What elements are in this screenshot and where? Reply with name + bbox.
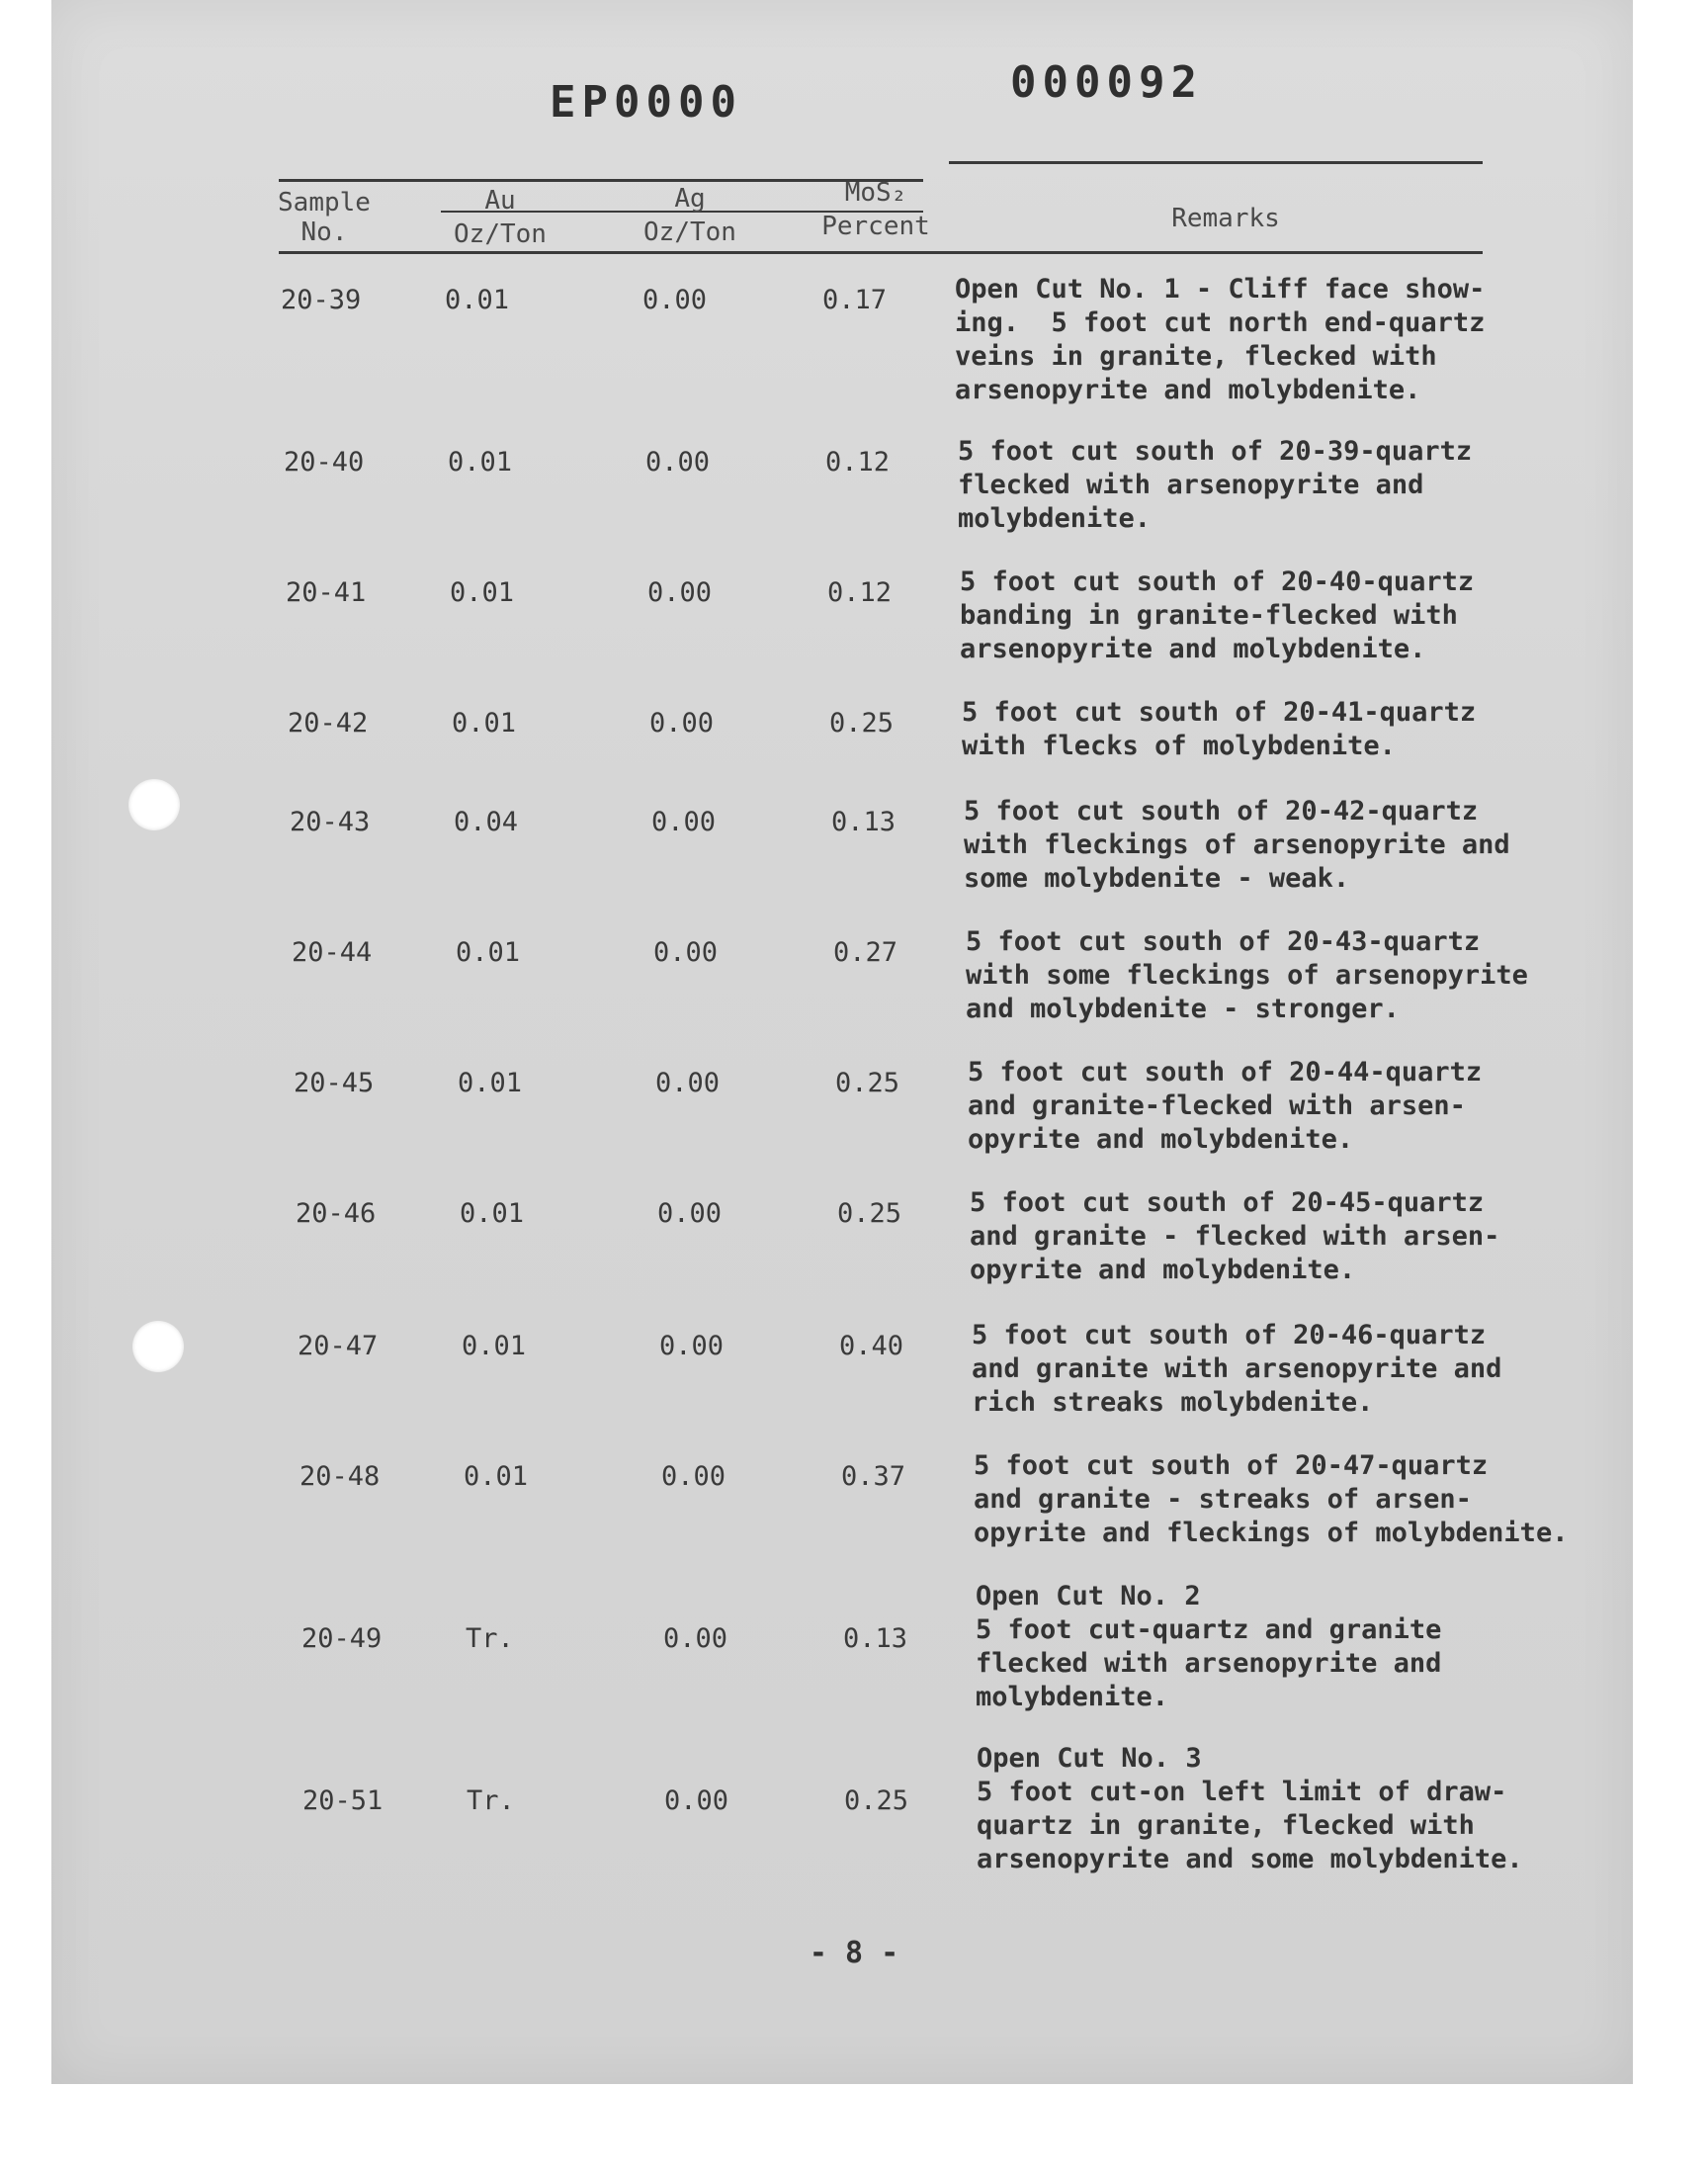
- cell-sample: 20-40: [284, 447, 365, 478]
- cell-ag: 0.00: [664, 1785, 729, 1816]
- cell-ag: 0.00: [657, 1198, 723, 1229]
- cell-remarks: 5 foot cut south of 20-41-quartz with flecks of molybdenite.: [962, 697, 1477, 761]
- cell-remarks: Open Cut No. 3 5 foot cut-on left limit of draw- quartz in granite, flecked with arsenopyrite and some molybdenite.: [977, 1743, 1523, 1874]
- cell-ag: 0.00: [663, 1623, 728, 1654]
- cell-mos2: 0.13: [831, 807, 897, 837]
- header-mos2-line2: Percent: [821, 212, 930, 241]
- stamp-right: 000092: [1010, 57, 1203, 108]
- cell-sample: 20-47: [298, 1331, 379, 1361]
- header-au-line1: Au: [484, 186, 516, 216]
- cell-ag: 0.00: [655, 1068, 721, 1098]
- cell-mos2: 0.25: [835, 1068, 900, 1098]
- cell-remarks: Open Cut No. 2 5 foot cut-quartz and granite flecked with arsenopyrite and molybdenite.: [976, 1581, 1442, 1712]
- cell-au: Tr.: [466, 1623, 514, 1654]
- cell-remarks: 5 foot cut south of 20-47-quartz and granite - streaks of arsen- opyrite and fleckings of molybdenite.: [974, 1450, 1569, 1548]
- cell-remarks: 5 foot cut south of 20-43-quartz with some fleckings of arsenopyrite and molybdenite - stronger.: [966, 926, 1528, 1024]
- cell-ag: 0.00: [661, 1461, 726, 1492]
- cell-sample: 20-49: [301, 1623, 383, 1654]
- header-remarks: Remarks: [1171, 204, 1280, 233]
- cell-au: 0.04: [454, 807, 519, 837]
- header-sample-line1: Sample: [278, 188, 371, 218]
- cell-mos2: 0.25: [844, 1785, 909, 1816]
- cell-ag: 0.00: [653, 937, 719, 968]
- cell-mos2: 0.37: [841, 1461, 906, 1492]
- cell-au: 0.01: [452, 708, 517, 739]
- cell-mos2: 0.17: [822, 285, 888, 315]
- cell-mos2: 0.12: [825, 447, 891, 478]
- header-ag: [621, 184, 759, 247]
- scan-margin: [0, 2084, 1708, 2175]
- cell-ag: 0.00: [645, 447, 711, 478]
- stamp-left: EP0000: [550, 77, 742, 128]
- header-au: [431, 186, 569, 249]
- cell-au: Tr.: [467, 1785, 515, 1816]
- cell-remarks: 5 foot cut south of 20-46-quartz and granite with arsenopyrite and rich streaks molybdenite.: [972, 1320, 1502, 1418]
- header-mos2: [807, 178, 945, 241]
- cell-sample: 20-51: [302, 1785, 384, 1816]
- cell-remarks: 5 foot cut south of 20-45-quartz and granite - flecked with arsen- opyrite and molybdenite.: [970, 1187, 1500, 1285]
- cell-sample: 20-45: [294, 1068, 375, 1098]
- cell-remarks: 5 foot cut south of 20-40-quartz banding in granite-flecked with arsenopyrite and molybdenite.: [960, 566, 1475, 664]
- cell-au: 0.01: [462, 1331, 527, 1361]
- cell-ag: 0.00: [651, 807, 717, 837]
- cell-mos2: 0.27: [833, 937, 898, 968]
- cell-sample: 20-46: [296, 1198, 377, 1229]
- header-au-line2: Oz/Ton: [454, 219, 547, 249]
- punch-hole: [128, 779, 180, 830]
- punch-hole: [132, 1321, 184, 1372]
- cell-ag: 0.00: [647, 577, 713, 608]
- cell-au: 0.01: [450, 577, 515, 608]
- cell-sample: 20-39: [281, 285, 362, 315]
- header-ag-line1: Ag: [674, 184, 706, 214]
- page-number: - 8 -: [809, 1936, 899, 1970]
- cell-ag: 0.00: [642, 285, 708, 315]
- cell-au: 0.01: [458, 1068, 523, 1098]
- header-ag-line2: Oz/Ton: [643, 218, 736, 247]
- cell-ag: 0.00: [659, 1331, 725, 1361]
- cell-sample: 20-44: [292, 937, 373, 968]
- cell-mos2: 0.40: [839, 1331, 904, 1361]
- header-rule-bottom: [279, 251, 1483, 254]
- cell-sample: 20-48: [299, 1461, 381, 1492]
- cell-au: 0.01: [464, 1461, 529, 1492]
- cell-mos2: 0.12: [827, 577, 893, 608]
- cell-mos2: 0.13: [843, 1623, 908, 1654]
- cell-sample: 20-41: [286, 577, 367, 608]
- header-sample: [265, 188, 384, 247]
- cell-ag: 0.00: [649, 708, 715, 739]
- cell-remarks: 5 foot cut south of 20-39-quartz flecked with arsenopyrite and molybdenite.: [958, 436, 1473, 534]
- header-rule-top: [949, 161, 1483, 164]
- cell-mos2: 0.25: [829, 708, 895, 739]
- cell-au: 0.01: [448, 447, 513, 478]
- cell-sample: 20-42: [288, 708, 369, 739]
- cell-remarks: 5 foot cut south of 20-42-quartz with fleckings of arsenopyrite and some molybdenite - weak.: [964, 796, 1510, 894]
- header-sample-line2: No.: [300, 218, 348, 247]
- header-mos2-line1: MoS₂: [844, 178, 907, 208]
- cell-remarks: Open Cut No. 1 - Cliff face show- ing. 5 foot cut north end-quartz veins in granite, flecked with arsenopyrite and molybdenite.: [955, 274, 1486, 405]
- cell-sample: 20-43: [290, 807, 371, 837]
- cell-au: 0.01: [456, 937, 521, 968]
- cell-au: 0.01: [460, 1198, 525, 1229]
- cell-au: 0.01: [445, 285, 510, 315]
- cell-mos2: 0.25: [837, 1198, 902, 1229]
- cell-remarks: 5 foot cut south of 20-44-quartz and granite-flecked with arsen- opyrite and molybdenite.: [968, 1057, 1483, 1155]
